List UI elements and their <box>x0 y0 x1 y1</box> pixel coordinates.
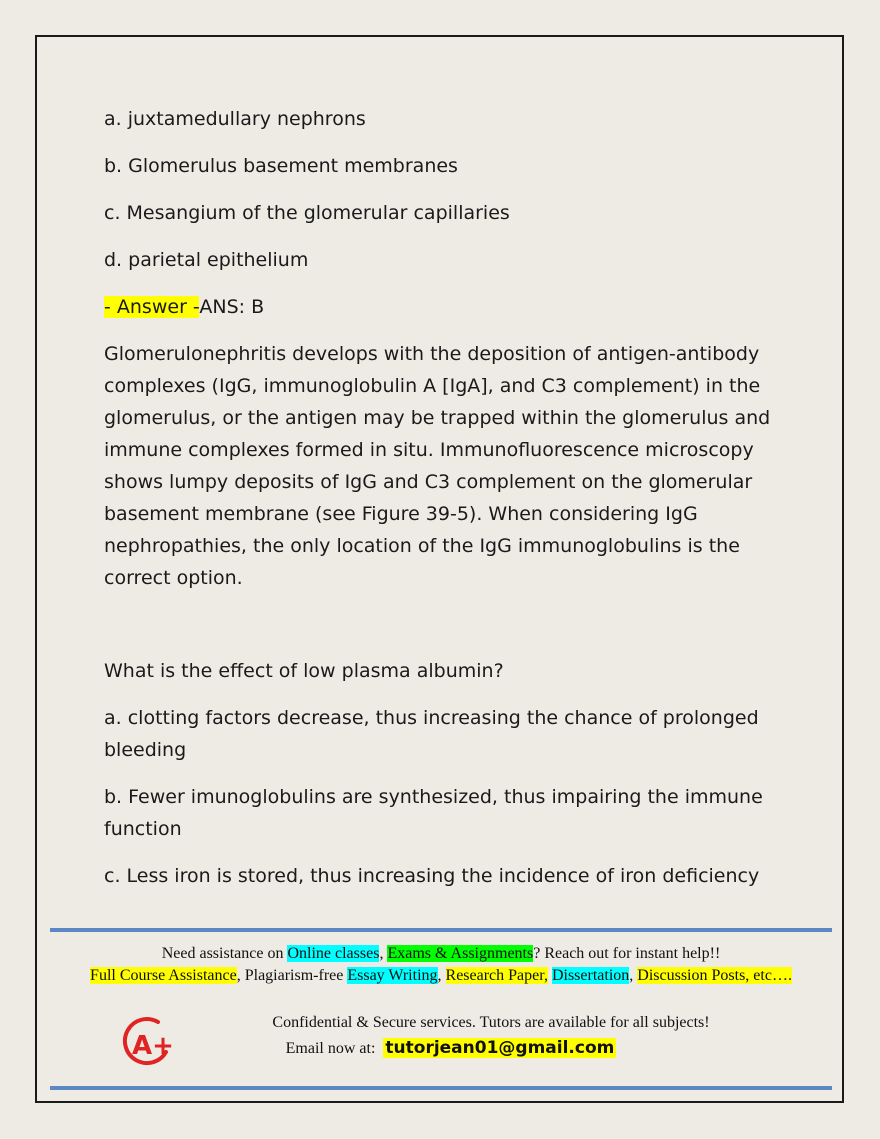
q1-rationale: Glomerulonephritis develops with the deposition of antigen-antibody complexes (IgG, immunoglobulin A [IgA], and C3 complement) in the glomerulus, or the antigen may be trapped within the glomerulus and immune complexes formed in situ. Immunofluorescence microscopy shows lumpy deposits of IgG and C3 complement on the glomerular basement membrane (see Figure 39-5). When considering IgG nephropathies, the only location of the IgG immunoglobulins is the correct option. <box>104 343 771 589</box>
q1-option-b: b. Glomerulus basement membranes <box>104 155 458 177</box>
q1-option-c: c. Mesangium of the glomerular capillaries <box>104 202 510 224</box>
discussion-posts-link[interactable]: Discussion Posts, etc…. <box>637 967 792 984</box>
email-link[interactable]: tutorjean01@gmail.com <box>385 1038 615 1058</box>
research-paper-link[interactable]: Research Paper, <box>445 967 548 984</box>
email-line <box>60 1038 842 1058</box>
q1-option-d: d. parietal epithelium <box>104 249 309 271</box>
footer-top-rule <box>50 928 832 932</box>
footer-text: Need assistance on <box>161 945 288 962</box>
full-course-link[interactable]: Full Course Assistance <box>90 967 237 984</box>
q2-option-c: c. Less iron is stored, thus increasing the incidence of iron deficiency <box>104 865 760 887</box>
confidential-text: Confidential & Secure services. Tutors are available for all subjects! <box>272 1014 710 1031</box>
essay-writing-link[interactable]: Essay Writing <box>347 967 438 984</box>
footer-text: , <box>437 967 446 984</box>
footer-line-2 <box>50 967 832 985</box>
q2-option-a: a. clotting factors decrease, thus increasing the chance of prolonged bleeding <box>104 707 759 761</box>
section-spacer <box>104 609 784 655</box>
dissertation-link[interactable]: Dissertation <box>551 967 630 984</box>
document-body <box>104 103 784 907</box>
answer-value: ANS: B <box>199 296 265 318</box>
footer-text: , Plagiarism-free <box>236 967 348 984</box>
q2-stem: What is the effect of low plasma albumin? <box>104 660 504 682</box>
exams-assignments-link[interactable]: Exams & Assignments <box>387 945 534 962</box>
logo-text: A+ <box>132 1031 174 1061</box>
answer-label: - Answer - <box>104 296 200 318</box>
q1-answer <box>104 291 784 323</box>
footer-bottom-rule <box>50 1086 832 1090</box>
footer-text: , <box>629 967 638 984</box>
footer-text: ? Reach out for instant help!! <box>533 945 721 962</box>
footer-line-1 <box>50 945 832 963</box>
footer-text: , <box>379 945 388 962</box>
q2-option-b: b. Fewer imunoglobulins are synthesized, thus impairing the immune function <box>104 786 763 840</box>
q1-option-a: a. juxtamedullary nephrons <box>104 108 366 130</box>
online-classes-link[interactable]: Online classes <box>287 945 380 962</box>
email-label: Email now at: <box>285 1040 376 1057</box>
